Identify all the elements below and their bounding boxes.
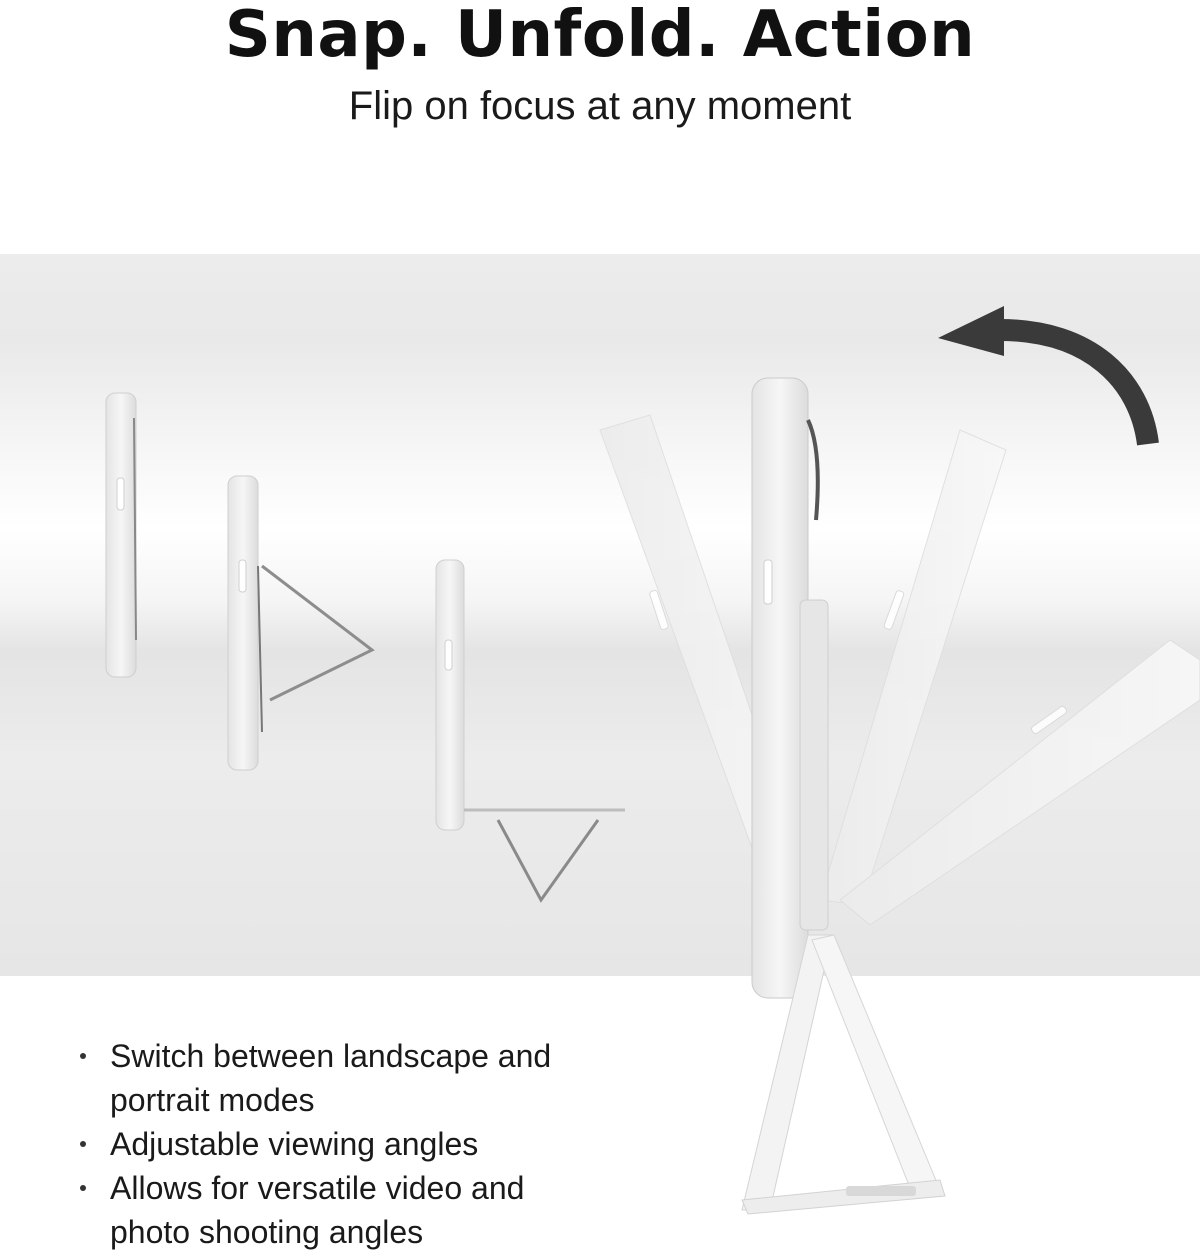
feature-text: Switch between landscape and portrait modes: [110, 1038, 552, 1118]
bullet-icon: [80, 1141, 86, 1147]
phone-half-open: [228, 476, 372, 770]
feature-item: [78, 1034, 598, 1122]
phone-open-down: [436, 560, 625, 900]
curved-arrow-icon: [938, 306, 1148, 444]
bullet-icon: [80, 1053, 86, 1059]
feature-item: [78, 1122, 598, 1166]
bullet-icon: [80, 1185, 86, 1191]
phone-main: [752, 378, 828, 998]
feature-item: [78, 1166, 598, 1254]
subheadline: Flip on focus at any moment: [348, 84, 852, 128]
feature-text: Adjustable viewing angles: [110, 1126, 479, 1162]
feature-list: [78, 1034, 598, 1254]
headline: Snap. Unfold. Action: [224, 0, 976, 72]
phone-closed: [106, 393, 136, 677]
phone-rotation-ghosts: [600, 415, 1200, 925]
feature-text: Allows for versatile video and photo shooting angles: [110, 1170, 525, 1250]
